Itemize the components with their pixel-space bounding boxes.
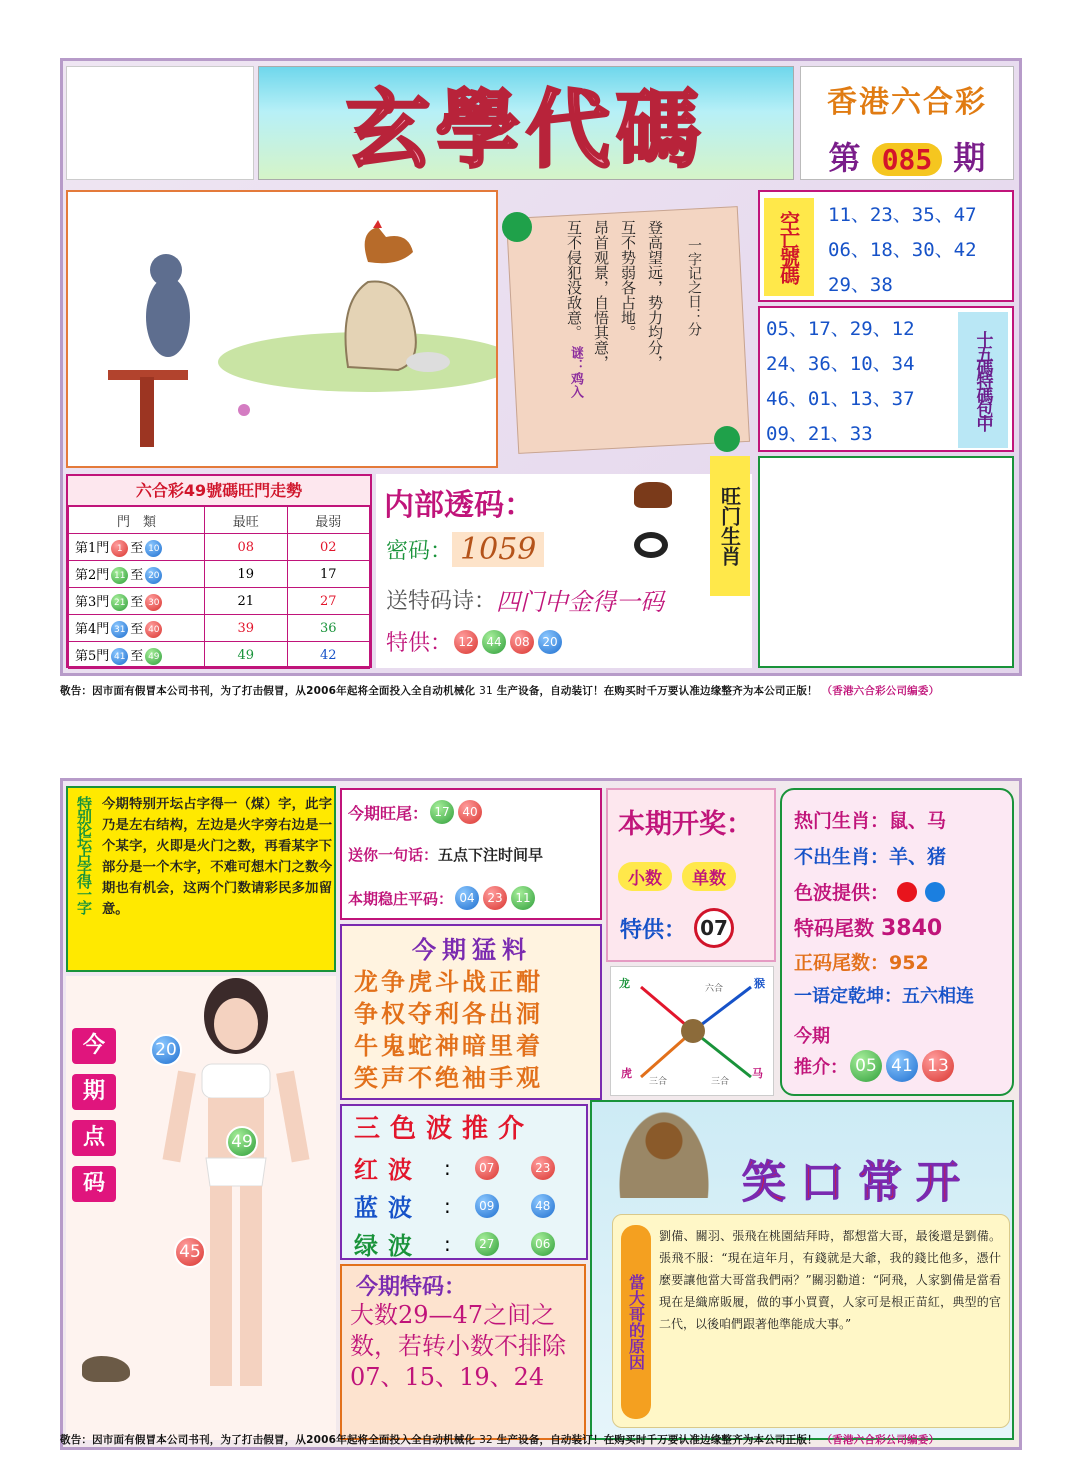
poem-answer: 谜：鸡入 [568, 346, 583, 398]
tuijie-ball: 41 [886, 1050, 918, 1082]
xiaokou-box [590, 1100, 1014, 1440]
worst-cell: 02 [287, 534, 370, 561]
code-line [386, 532, 544, 567]
kaijiang-tag: 单数 [682, 862, 736, 891]
best-cell: 21 [205, 588, 288, 615]
jinqi-char: 今 [72, 1028, 116, 1064]
yiju-value: 五点下注时间早 [438, 846, 544, 864]
sanse-colon: : [444, 1231, 451, 1256]
fifteen-line: 46、01、13、37 [766, 388, 915, 410]
pingma-line [348, 886, 537, 910]
info-row [794, 806, 946, 833]
door-cell [69, 588, 205, 615]
yiju-line [348, 844, 543, 865]
col-worst: 最弱 [287, 507, 370, 534]
kaijiang-special-label: 特供： [620, 917, 687, 943]
special-ball: 08 [510, 630, 534, 654]
info-row [794, 948, 929, 975]
poem-scroll [502, 194, 750, 466]
tuijie-label-2: 推介： [794, 1057, 848, 1078]
worst-cell: 17 [287, 561, 370, 588]
kaijiang-tag: 小数 [618, 862, 672, 891]
worst-cell: 42 [287, 642, 370, 669]
model-ball: 20 [150, 1034, 182, 1066]
door-trend-table [68, 506, 370, 669]
issue-suffix: 期 [953, 139, 986, 177]
col-best: 最旺 [205, 507, 288, 534]
door-cell [69, 561, 205, 588]
story-text: 劉備、關羽、張飛在桃園結拜時，都想當大哥，最後還是劉備。張飛不服：“現在這年月，有錢就是大爺，我的錢比他多，憑什麼要讓他當大哥當我們兩？”關羽勸道：“阿飛，人家劉備是當看現在是織席販履，做的事小買賣，人家可是根正苗紅，典型的官二代，以後咱們跟著他準能成大事。” [659, 1229, 1001, 1331]
poem-send-label: 送特码诗： [386, 589, 497, 614]
info-label: 热门生肖： [794, 810, 890, 832]
page-number: 32 [479, 1434, 493, 1446]
zodiac-label: 马 [752, 1067, 763, 1080]
pingma-ball: 04 [455, 886, 479, 910]
issue-line [801, 133, 1013, 179]
info-label: 色波提供： [794, 882, 890, 904]
notice-line [60, 683, 939, 698]
info-value: 3840 [880, 916, 943, 941]
pingma-ball: 11 [511, 886, 535, 910]
forum-text: 今期特别开坛占字得一（煤）字，此字乃是左右结构，左边是火字旁右边是一个某字，火即是火门之数，再看某字下部分是一个木字，不难可想木门之数今期也有机会，这两个门数请彩民多加留意。 [102, 797, 332, 917]
worst-cell: 36 [287, 615, 370, 642]
mengliao-title: 今期猛料 [412, 936, 532, 964]
model-ball: 49 [226, 1126, 258, 1158]
wangwei-box [340, 788, 602, 920]
poem-line: 登高望远，势力均分， [646, 220, 664, 370]
code-value: 1059 [452, 532, 544, 567]
zodiac-label: 虎 [621, 1067, 632, 1080]
wangwei-line [348, 800, 484, 824]
jinqi-char: 码 [72, 1166, 116, 1202]
special-ball: 44 [482, 630, 506, 654]
code-label: 密码： [386, 539, 453, 564]
red-dot-icon [897, 882, 917, 902]
best-cell: 49 [205, 642, 288, 669]
best-cell: 19 [205, 561, 288, 588]
ox-icon [634, 482, 672, 508]
best-cell: 39 [205, 615, 288, 642]
table-row [69, 588, 370, 615]
poem-send-value: 四门中金得一码 [496, 588, 665, 616]
mengliao-line: 牛鬼蛇神暗里着 [354, 1032, 543, 1060]
wang-zodiac-label: 旺门生肖 [710, 456, 750, 596]
door-name: 第2門 [75, 568, 110, 583]
tuijie-ball: 05 [850, 1050, 882, 1082]
door-cell [69, 615, 205, 642]
door-name: 第1門 [75, 541, 110, 556]
mengliao-line: 龙争虎斗战正酣 [354, 968, 543, 996]
sanse-colon: : [444, 1193, 451, 1218]
range-end-ball: 20 [145, 567, 162, 584]
door-cell [69, 534, 205, 561]
forum-box [66, 786, 336, 972]
temaa-box [340, 1264, 586, 1440]
info-row [794, 982, 974, 1008]
tuijie-label-1: 今期 [794, 1026, 830, 1047]
issue-prefix: 第 [828, 139, 861, 177]
special-label: 特供： [386, 631, 453, 656]
door-cell [69, 642, 205, 669]
zodiac-label: 猴 [754, 977, 765, 990]
fifteen-line: 05、17、29、12 [766, 318, 915, 340]
tuijie-ball: 13 [922, 1050, 954, 1082]
table-row [69, 642, 370, 669]
best-cell: 08 [205, 534, 288, 561]
story-label: 當大哥的原因 [621, 1225, 651, 1419]
compass-arrows [611, 967, 775, 1097]
inside-code-box [376, 474, 752, 668]
poem-line: 昂首观景，自悟其意， [592, 220, 610, 370]
sanse-colon: : [444, 1155, 451, 1180]
table-header-row [69, 507, 370, 534]
mengliao-line: 笑声不绝袖手观 [354, 1064, 543, 1092]
poem-line: 互不势弱各占地。 [619, 220, 637, 340]
poem-line: 互不侵犯没敌意。 [565, 220, 583, 340]
temaa-text: 大数29—47之间之数，若转小数不排除07、15、19、24 [350, 1301, 566, 1391]
table-row [69, 615, 370, 642]
notice-line [60, 1432, 939, 1447]
zodiac-compass [610, 966, 774, 1096]
jinqi-char: 期 [72, 1074, 116, 1110]
model-ball: 45 [174, 1236, 206, 1268]
kaijiang-box [606, 788, 776, 962]
range-word: 至 [130, 649, 144, 664]
shakong-numbers [828, 198, 977, 303]
sanse-label: 红波 [354, 1156, 422, 1184]
scroll-curl-icon [502, 212, 532, 242]
sanse-ball: 48 [531, 1194, 555, 1218]
brand-name: 香港六合彩 [827, 85, 987, 120]
poem-title: 一字记之日：分 [686, 238, 702, 336]
pingma-label: 本期稳庄平码： [348, 889, 454, 908]
sanse-box [340, 1104, 588, 1260]
sanse-ball: 07 [475, 1156, 499, 1180]
info-value: 952 [889, 952, 929, 974]
sanse-label: 绿波 [354, 1232, 422, 1260]
snake-icon [634, 532, 668, 558]
door-name: 第3門 [75, 595, 110, 610]
shakong-label: 空亡號碼 [764, 198, 814, 296]
info-value: 羊、猪 [889, 846, 947, 868]
sanse-ball: 23 [531, 1156, 555, 1180]
zodiac-label: 龙 [619, 977, 630, 990]
notice-text-2: 生产设备，自动装订！在购买时千万要认准边缘整齐为本公司正版！ [496, 685, 818, 697]
jinqi-char: 点 [72, 1120, 116, 1156]
notice-tail: （香港六合彩公司编委） [821, 1434, 940, 1446]
sanse-row [354, 1150, 557, 1185]
special-line [386, 626, 564, 657]
fifteen-box [758, 306, 1014, 452]
fifteen-label: 十五碼特碼包中 [958, 312, 1008, 448]
range-start-ball: 11 [111, 567, 128, 584]
notice-text: 敬告：因市面有假冒本公司书刊，为了打击假冒，从2006年起将全面投入全自动机械化 [60, 685, 476, 697]
fifteen-numbers [766, 312, 915, 452]
table-title: 六合彩49號碼旺門走勢 [68, 476, 370, 506]
worst-cell: 27 [287, 588, 370, 615]
range-end-ball: 49 [145, 648, 162, 665]
page-number: 31 [479, 685, 493, 697]
range-word: 至 [130, 622, 144, 637]
poem-send-line [386, 582, 664, 617]
sanse-row [354, 1188, 557, 1223]
cartoon-man-icon [618, 1110, 710, 1198]
info-label: 一语定乾坤： [794, 986, 902, 1007]
sanse-title: 三色波推介 [354, 1114, 535, 1144]
cartoon-box [66, 190, 498, 468]
shakong-line: 11、23、35、47 [828, 204, 977, 226]
sanse-label: 蓝波 [354, 1194, 422, 1222]
wangwei-ball: 17 [430, 800, 454, 824]
table-row [69, 534, 370, 561]
range-start-ball: 1 [111, 540, 128, 557]
zodiac-label: 三合 [649, 1077, 668, 1087]
special-ball: 20 [538, 630, 562, 654]
mengliao-box [340, 924, 602, 1100]
kaijiang-title: 本期开奖： [618, 809, 753, 840]
pingma-ball: 23 [483, 886, 507, 910]
sanse-ball: 09 [475, 1194, 499, 1218]
range-start-ball: 21 [111, 594, 128, 611]
shakong-line: 06、18、30、42 [828, 239, 977, 261]
sanse-ball: 06 [531, 1232, 555, 1256]
info-label: 不出生肖： [794, 846, 890, 868]
issue-box [800, 66, 1014, 180]
col-door: 門 類 [69, 507, 205, 534]
notice-text-2: 生产设备，自动装订！在购买时千万要认准边缘整齐为本公司正版！ [496, 1434, 818, 1446]
tuijie-line [794, 1050, 956, 1082]
range-start-ball: 41 [111, 648, 128, 665]
wolf-icon [82, 1356, 130, 1382]
scroll-curl-bottom-icon [714, 426, 740, 452]
door-name: 第5門 [75, 649, 110, 664]
rat-rooster-illustration [68, 192, 498, 468]
info-row [794, 842, 946, 869]
kaijiang-special-line [620, 908, 734, 948]
page-title: 玄學代碼 [345, 79, 706, 179]
info-value: 五六相连 [902, 986, 974, 1007]
special-ball: 12 [454, 630, 478, 654]
issue-number: 085 [872, 143, 943, 176]
temaa-title: 今期特码： [356, 1275, 467, 1300]
shakong-line: 29、38 [828, 274, 893, 296]
wangwei-label: 今期旺尾： [348, 803, 429, 823]
zodiac-label: 六合 [705, 984, 724, 994]
info-value: 鼠、马 [889, 810, 947, 832]
range-word: 至 [130, 541, 144, 556]
range-end-ball: 40 [145, 621, 162, 638]
kaijiang-special-ball: 07 [694, 908, 734, 948]
door-name: 第4門 [75, 622, 110, 637]
notice-text: 敬告：因市面有假冒本公司书刊，为了打击假冒，从2006年起将全面投入全自动机械化 [60, 1434, 476, 1446]
kaijiang-tags [618, 862, 736, 891]
model-area [66, 976, 336, 1440]
fifteen-line: 24、36、10、34 [766, 353, 915, 375]
jinqi-label [72, 1028, 116, 1218]
range-end-ball: 30 [145, 594, 162, 611]
xiaokou-title: 笑口常开 [742, 1157, 974, 1208]
info-row [794, 878, 945, 905]
wangwei-ball: 40 [458, 800, 482, 824]
fifteen-line: 09、21、33 [766, 423, 873, 445]
forum-label: 特别论坛占字得一字 [75, 796, 93, 913]
info-row [794, 912, 942, 941]
mengliao-lines [354, 966, 543, 1094]
range-end-ball: 10 [145, 540, 162, 557]
sanse-row [354, 1226, 557, 1261]
mengliao-line: 争权夺利各出洞 [354, 1000, 543, 1028]
yiju-label: 送你一句话： [348, 846, 439, 864]
table-row [69, 561, 370, 588]
blank-right-box [758, 456, 1014, 668]
title-banner [258, 66, 794, 180]
right-info-box [780, 788, 1014, 1096]
range-start-ball: 31 [111, 621, 128, 638]
shakong-box [758, 190, 1014, 302]
zodiac-label: 三合 [711, 1077, 730, 1087]
door-trend-box [66, 474, 372, 668]
info-label: 特码尾数 [794, 916, 874, 940]
notice-tail: （香港六合彩公司编委） [821, 685, 940, 697]
sanse-ball: 27 [475, 1232, 499, 1256]
blank-logo-box [66, 66, 254, 180]
inside-title: 内部透码： [384, 488, 534, 523]
info-label: 正码尾数： [794, 952, 890, 974]
range-word: 至 [130, 595, 144, 610]
blue-dot-icon [925, 882, 945, 902]
range-word: 至 [130, 568, 144, 583]
story-inner [612, 1214, 1010, 1428]
